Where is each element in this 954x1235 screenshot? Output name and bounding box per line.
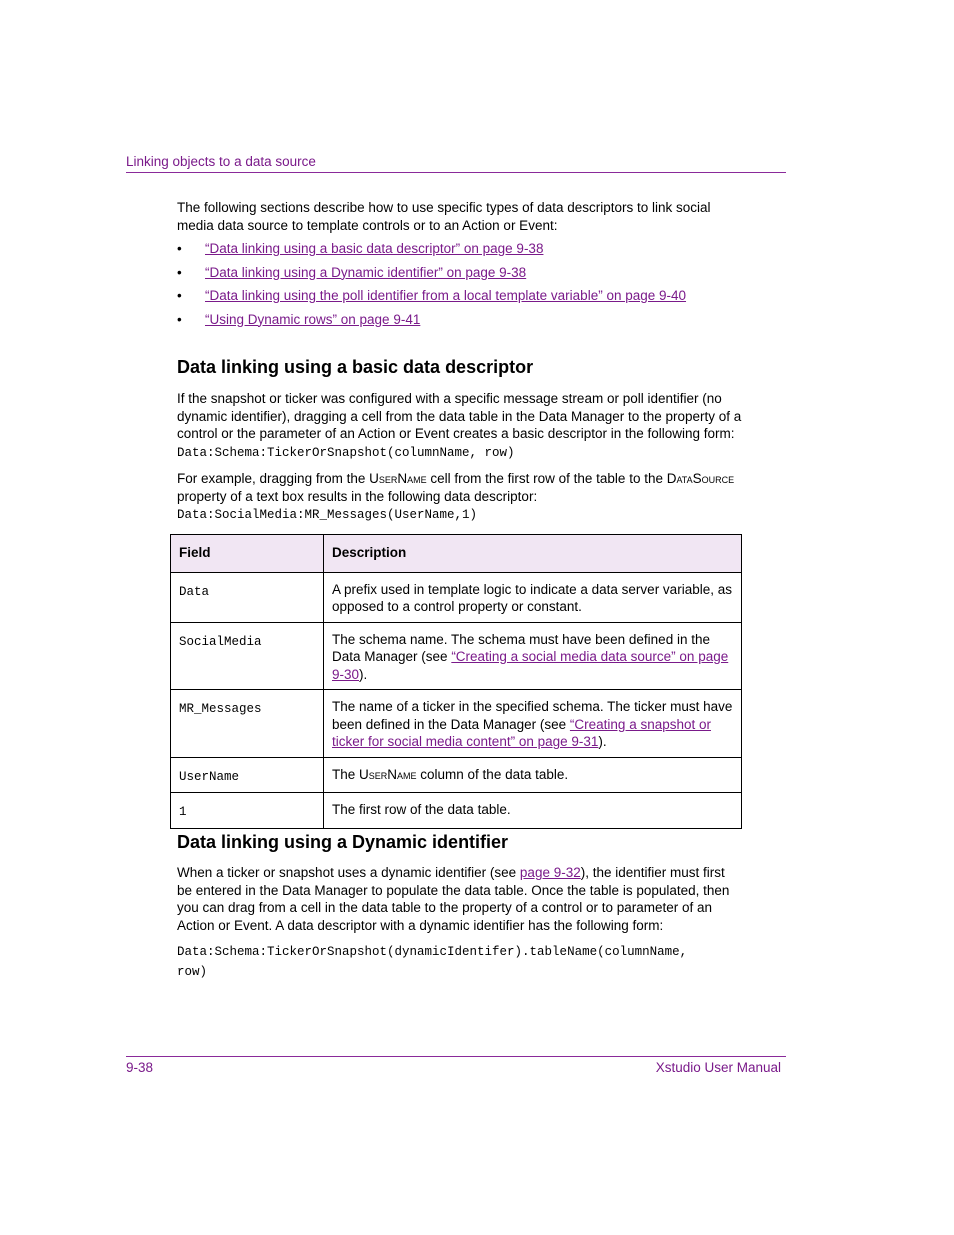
body-paragraph bbox=[177, 864, 743, 934]
table-row bbox=[171, 793, 742, 829]
description-cell bbox=[324, 757, 742, 793]
column-header: Description bbox=[324, 535, 742, 573]
bullet-icon: • bbox=[177, 241, 182, 256]
descriptor-table bbox=[170, 534, 742, 829]
page-number: 9-38 bbox=[126, 1060, 154, 1075]
description-text: ). bbox=[359, 666, 368, 682]
description-text: The name of a ticker in the specified schema. The ticker must have been defined in the Data Manager (see bbox=[332, 699, 733, 732]
table-row bbox=[171, 757, 742, 793]
intro-section bbox=[177, 199, 743, 334]
description-text: ). bbox=[598, 734, 607, 749]
code-line: row) bbox=[177, 964, 208, 979]
paragraph-text: cell from the first row of the table to the bbox=[426, 471, 667, 486]
paragraph-text: ), the identifier must first be entered in the Data Manager to populate the data table. Once the table is populated, then you can drag from a cell in the data table to the property of a control or to parameter of an Action or Event. A data descriptor with a dynamic identifier has the following form: bbox=[177, 865, 730, 933]
description-cell bbox=[324, 793, 742, 829]
description-text: The schema name. The schema must have been defined in the Data Manager (see bbox=[332, 631, 710, 664]
paragraph-text: For example, dragging from the bbox=[177, 471, 370, 486]
description-cell bbox=[324, 572, 742, 622]
footer-rule bbox=[126, 1056, 786, 1057]
manual-title: Xstudio User Manual bbox=[655, 1060, 781, 1075]
cross-reference-link[interactable]: page 9-32 bbox=[519, 865, 581, 880]
cross-reference-link[interactable]: “Creating a social media data source” on page 9-30 bbox=[332, 649, 729, 682]
list-item bbox=[177, 311, 743, 335]
list-item bbox=[177, 287, 743, 311]
field-cell bbox=[171, 572, 324, 622]
paragraph-text: property of a text box results in the following data descriptor: bbox=[177, 488, 538, 504]
code-block bbox=[177, 942, 777, 981]
description-text: A prefix used in template logic to indicate a data server variable, as opposed to a control property or constant. bbox=[332, 581, 732, 614]
section-heading: Data linking using a Dynamic identifier bbox=[177, 832, 509, 852]
small-caps-term: UserName bbox=[359, 766, 417, 782]
column-header: Field bbox=[171, 535, 324, 573]
cross-reference-link[interactable]: “Data linking using the poll identifier from a local template variable” on page 9-40 bbox=[205, 288, 687, 303]
bullet-icon: • bbox=[177, 264, 182, 280]
cross-reference-link[interactable]: “Creating a snapshot or ticker for social media content” on page 9-31 bbox=[332, 716, 711, 749]
description-text: column of the data table. bbox=[416, 766, 569, 782]
bullet-icon: • bbox=[177, 311, 182, 327]
description-cell bbox=[324, 622, 742, 690]
description-cell bbox=[324, 690, 742, 758]
table-header-row bbox=[171, 535, 742, 573]
running-header: Linking objects to a data source bbox=[126, 154, 316, 169]
intro-bullet-list bbox=[177, 240, 743, 334]
header-rule bbox=[126, 172, 786, 173]
field-code: MR_Messages bbox=[179, 702, 262, 716]
field-code: Data bbox=[179, 584, 210, 599]
small-caps-term: UserName bbox=[369, 471, 427, 486]
list-item bbox=[177, 264, 743, 288]
code-block: Data:SocialMedia:MR_Messages(UserName,1) bbox=[177, 508, 478, 522]
cross-reference-link[interactable]: “Data linking using a Dynamic identifier” on page 9-38 bbox=[205, 264, 527, 280]
section-basic-descriptor bbox=[177, 356, 743, 525]
field-cell bbox=[171, 690, 324, 758]
field-code: 1 bbox=[179, 805, 187, 819]
field-cell bbox=[171, 622, 324, 690]
description-text: The first row of the data table. bbox=[332, 802, 511, 817]
intro-paragraph: The following sections describe how to use specific types of data descriptors to link social media data source to template controls or to an Action or Event: bbox=[177, 200, 711, 233]
field-code: UserName bbox=[179, 769, 240, 784]
section-dynamic-identifier bbox=[177, 831, 743, 981]
code-line: Data:Schema:TickerOrSnapshot(dynamicIdentifer).tableName(columnName, bbox=[177, 945, 688, 959]
description-text: The bbox=[332, 766, 360, 782]
paragraph-text: If the snapshot or ticker was configured with a specific message stream or poll identifier (no dynamic identifier), dragging a cell from the data table in the Data Manager to the property of a control or the parameter of an Action or Event creates a basic descriptor in the following form: bbox=[177, 391, 742, 441]
cross-reference-link[interactable]: “Data linking using a basic data descriptor” on page 9-38 bbox=[205, 241, 544, 256]
cross-reference-link[interactable]: “Using Dynamic rows” on page 9-41 bbox=[205, 311, 421, 327]
table-row bbox=[171, 690, 742, 758]
body-paragraph bbox=[177, 470, 743, 525]
list-item bbox=[177, 240, 743, 264]
field-cell bbox=[171, 757, 324, 793]
paragraph-text: When a ticker or snapshot uses a dynamic identifier (see bbox=[177, 865, 520, 880]
section-heading: Data linking using a basic data descriptor bbox=[177, 357, 534, 377]
field-cell bbox=[171, 793, 324, 829]
table-row bbox=[171, 622, 742, 690]
body-paragraph bbox=[177, 390, 743, 462]
table-row bbox=[171, 572, 742, 622]
field-code: SocialMedia bbox=[179, 634, 262, 649]
small-caps-term: DataSource bbox=[666, 471, 735, 486]
bullet-icon: • bbox=[177, 288, 182, 303]
code-inline: Data:Schema:TickerOrSnapshot(columnName, row) bbox=[177, 445, 515, 460]
